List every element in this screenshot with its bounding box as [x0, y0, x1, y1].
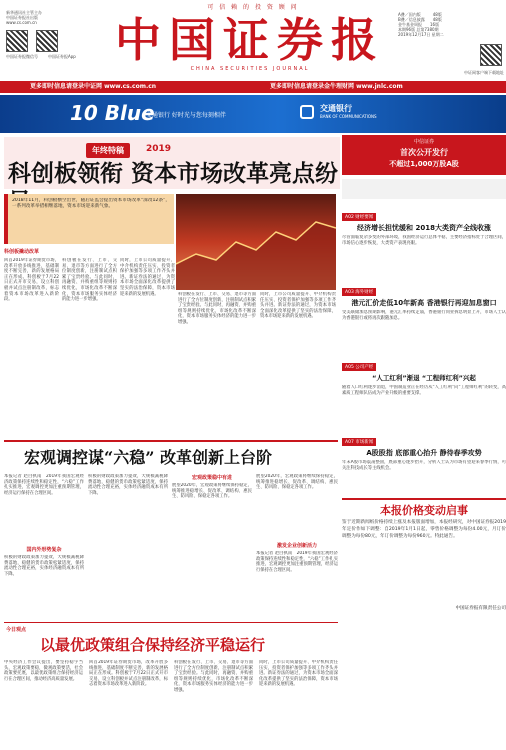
edition-line-5: 2019年12月17日 星期二: [398, 32, 444, 37]
a03-tag: A03 海外财经: [342, 288, 376, 296]
a02-tag: A02 财经要闻: [342, 213, 376, 221]
bottom-headline[interactable]: 以最优政策组合保持经济平稳运行: [40, 636, 266, 654]
subhead-3: 激发企业创新活力: [276, 543, 317, 549]
ipo-ad[interactable]: [342, 135, 506, 175]
lead-text: 2018年11月，科创板横空出世，随后证监会提出资本市场改革“深改12条”，一系列改革举措相继落地，资本市场迎来新气象。: [12, 198, 170, 209]
stock-photo-illustration: [176, 194, 336, 290]
masthead-right-info: [398, 12, 478, 37]
a05-text: 随着人口红利逐步消退，中国制造业正在经历从“人工红利”向“工程师红利”的转变，高素质工程师队伍成为产业升级的重要支撑。: [342, 385, 506, 396]
second-col-4-text: 展望2020年，宏观政策将继续保持稳定，统筹推进稳增长、促改革、调结构、惠民生、防风险、保稳定各项工作。: [256, 474, 338, 491]
bottom-col-2: 回首2019年证券期货市场，改革开放多线推进，基础制度不断完善，新的发展格局正在形成。科创板于7月22日正式开市交易，设立科创板并试点注册制改革，标志着资本市场改革进入新阶段。: [89, 660, 168, 688]
top-red-bar: [0, 81, 506, 93]
banner-ad[interactable]: [0, 95, 506, 133]
main-column-mid-2: 同时，上市公司质量提升、中介机构责任压实、投资者保护加强等多项工作齐头并进。新证券法的通过，为资本市场全面深化改革提供了坚实的法治保障，资本市场迎来新的发展机遇。: [120, 258, 175, 297]
a02-text: 尽管面临复杂多变的外部环境，我国经济运行总体平稳，主要经济指标处于合理区间，市场信心逐步恢复，大类资产表现亮眼。: [342, 235, 506, 246]
qr-label-wechat: 中国证券报微信号: [6, 54, 38, 59]
info-line-1: 新华通讯社主管主办: [6, 10, 42, 15]
wechat-qr-icon: [6, 30, 28, 52]
a05-title: “人工红利”渐退 “工程师红利”兴起: [372, 374, 476, 382]
masthead-left-info: [6, 10, 106, 25]
subhead-2: 宏观政策稳中有进: [191, 475, 232, 481]
bottom-kicker: 今日观点: [6, 627, 27, 633]
a03-text: 受美联储加息预期影响，港元汇率持续走弱，香港银行同业拆息明显上升，市场人士认为香港银行或将再次跟随加息。: [342, 310, 506, 321]
second-col-3-text: 展望2020年，宏观政策将继续保持稳定，统筹推进稳增长、促改革、调结构、惠民生、防风险、保稳定各项工作。: [172, 483, 252, 500]
a02-block[interactable]: [342, 203, 506, 275]
a03-block[interactable]: [342, 278, 506, 350]
bottom-col-1: 中央经济工作会议提出，要坚持稳字当头，宏观政策要稳，微观政策要活，社会政策要托底，以最优政策组合保持经济运行在合理区间，推动经济高质量发展。: [4, 660, 83, 682]
subhead-1: 国内外形势复杂: [26, 547, 62, 553]
stock-photo: [176, 194, 336, 290]
edition-line-1: A叠／国内版 48版: [398, 12, 442, 17]
a03-title: 港元汇价走低10年新高 香港银行再迎加息窗口: [351, 299, 497, 307]
banner-brand: 10 Blue: [70, 101, 155, 125]
divider-bottom: [4, 622, 338, 623]
masthead-slogan: 可 信 赖 的 投 资 顾 问: [207, 4, 299, 11]
masthead-title-en: CHINA SECURITIES JOURNAL: [190, 66, 310, 72]
second-col-2: [88, 474, 168, 614]
lead-box: [4, 194, 174, 244]
second-col-3: [172, 474, 252, 613]
ad-image-placeholder: [342, 179, 506, 199]
edition-line-3: 金牛基金周报 16版: [398, 22, 440, 27]
notice-signature: 中国证券报有限责任公司: [455, 606, 506, 611]
info-line-3: www.cs.com.cn: [6, 20, 37, 25]
ipo-ad-line3: 不超过1,000万股A股: [389, 160, 459, 168]
notice-text: 鉴于近期新闻纸价格持续上涨及本报版面增加，本报经研究，对中国证券报2019年定价作如下调整：自2019年1月1日起，零售价格调整为每份4.00元，月订价调整为每份80元，年订价调整为每份960元。特此通告。: [342, 520, 506, 539]
a07-title: A股股指 底部重心抬升 静待春季攻势: [366, 449, 482, 457]
divider-red: [4, 440, 338, 442]
qr-label-app: 中国证券报App: [48, 54, 76, 59]
bottom-col-3: 科创板在发行、上市、交易、退市等方面进行了全方位制度创新，注册制试点积累了宝贵经验。与此同时，再融资、并购重组等规则持续优化，市场化改革不断深化，资本市场服务实体经济的能力进一步增强。: [174, 660, 253, 693]
a07-text: 年末A股市场震荡整固，底部重心逐步抬升，分析人士认为市场有望迎来春季行情，可关注科技成长等主线机会。: [342, 460, 506, 471]
main-headline[interactable]: 科创板领衔 资本市场改革亮点纷: [8, 160, 339, 187]
main-column-left: 回首2019年证券期货市场，改革开放多线推进，基础制度不断完善，新的发展格局正在形成。科创板于7月22日正式开市交易，设立科创板并试点注册制改革，标志着资本市场改革进入新阶段。: [4, 258, 59, 303]
main-column-mid: 科创板在发行、上市、交易、退市等方面进行了全方位制度创新，注册制试点积累了宝贵经验。与此同时，再融资、并购重组等规则持续优化，市场化改革不断深化，资本市场服务实体经济的能力进一步增强。: [62, 258, 117, 303]
client-qr-label: 中证网客户端下载地址: [464, 70, 504, 75]
year-label: 2019: [146, 144, 172, 154]
banner-bank-en: BANK OF COMMUNICATIONS: [320, 114, 377, 119]
app-qr-icon: [36, 30, 58, 52]
a02-title: 经济增长担忧缓和 2018大类资产全线收涨: [357, 224, 491, 232]
a07-tag: A07 市场新闻: [342, 438, 376, 446]
price-notice: [342, 498, 506, 611]
right-column: [342, 135, 506, 611]
second-col-4: [256, 474, 338, 611]
second-col-1: [4, 474, 84, 615]
redbar-left-link[interactable]: 更多即时信息请登录中证网 www.cs.com.cn: [30, 83, 157, 90]
second-headline[interactable]: 宏观调控谋“六稳” 改革创新上台阶: [24, 448, 272, 467]
year-end-tag: 年终特稿: [86, 143, 130, 158]
ipo-ad-line1: 中信证券: [413, 139, 434, 145]
second-col-1-text: 本报记者 赵白执南 2019年我国宏观经济政策保持连续性和稳定性，“六稳”工作扎实推进，宏观调控更加注重预期管理，经济运行保持在合理区间。: [4, 474, 84, 496]
banner-bank-name: 交通银行: [320, 104, 352, 113]
main-column-right-2: 同时，上市公司质量提升、中介机构责任压实、投资者保护加强等多项工作齐头并进。新证券法的通过，为资本市场全面深化改革提供了坚实的法治保障，资本市场迎来新的发展机遇。: [260, 292, 336, 320]
info-line-2: 中国证券报社出版: [6, 15, 38, 20]
second-col-2-text: 积极的财政政策加力提效，大规模减税降费落地，稳健的货币政策松紧适度，保持流动性合理充裕，实体经济融资成本有所下降。: [88, 474, 168, 496]
masthead-qrcodes: [6, 30, 96, 59]
banner-slogan: 交通银行 好时光与您每刻相伴: [146, 112, 226, 119]
edition-line-2: B叠／信息披露 48版: [398, 17, 442, 22]
a05-tag: A05 公司产经: [342, 363, 376, 371]
a07-block[interactable]: [342, 428, 506, 494]
bottom-columns: [4, 660, 338, 746]
second-col-4-more: 本报记者 赵白执南 2019年我国宏观经济政策保持连续性和稳定性，“六稳”工作扎实推进，宏观调控更加注重预期管理，经济运行保持在合理区间。: [256, 551, 338, 573]
ipo-ad-line2: 首次公开发行: [400, 148, 448, 157]
masthead-title: 中国证券报: [115, 13, 385, 67]
bottom-col-4: 同时，上市公司质量提升、中介机构责任压实、投资者保护加强等多项工作齐头并进。新证券法的通过，为资本市场全面深化改革提供了坚实的法治保障，资本市场迎来新的发展机遇。: [259, 660, 338, 688]
redbar-right-link[interactable]: 更多即时信息请登录金牛理财网 www.jnlc.com: [270, 83, 403, 90]
edition-line-4: 本期96版 总第7380期: [398, 27, 439, 32]
section-box-title: 科创板撬动改革: [4, 249, 40, 255]
client-qr-icon: [480, 44, 502, 66]
notice-title: 本报价格变动启事: [380, 504, 468, 517]
bank-logo-icon: [300, 105, 314, 119]
second-col-1-more: 积极的财政政策加力提效，大规模减税降费落地，稳健的货币政策松紧适度，保持流动性合理充裕，实体经济融资成本有所下降。: [4, 555, 84, 577]
main-column-right: 科创板在发行、上市、交易、退市等方面进行了全方位制度创新，注册制试点积累了宝贵经验。与此同时，再融资、并购重组等规则持续优化，市场化改革不断深化，资本市场服务实体经济的能力进一步增强。: [178, 292, 256, 325]
a05-block[interactable]: [342, 353, 506, 425]
